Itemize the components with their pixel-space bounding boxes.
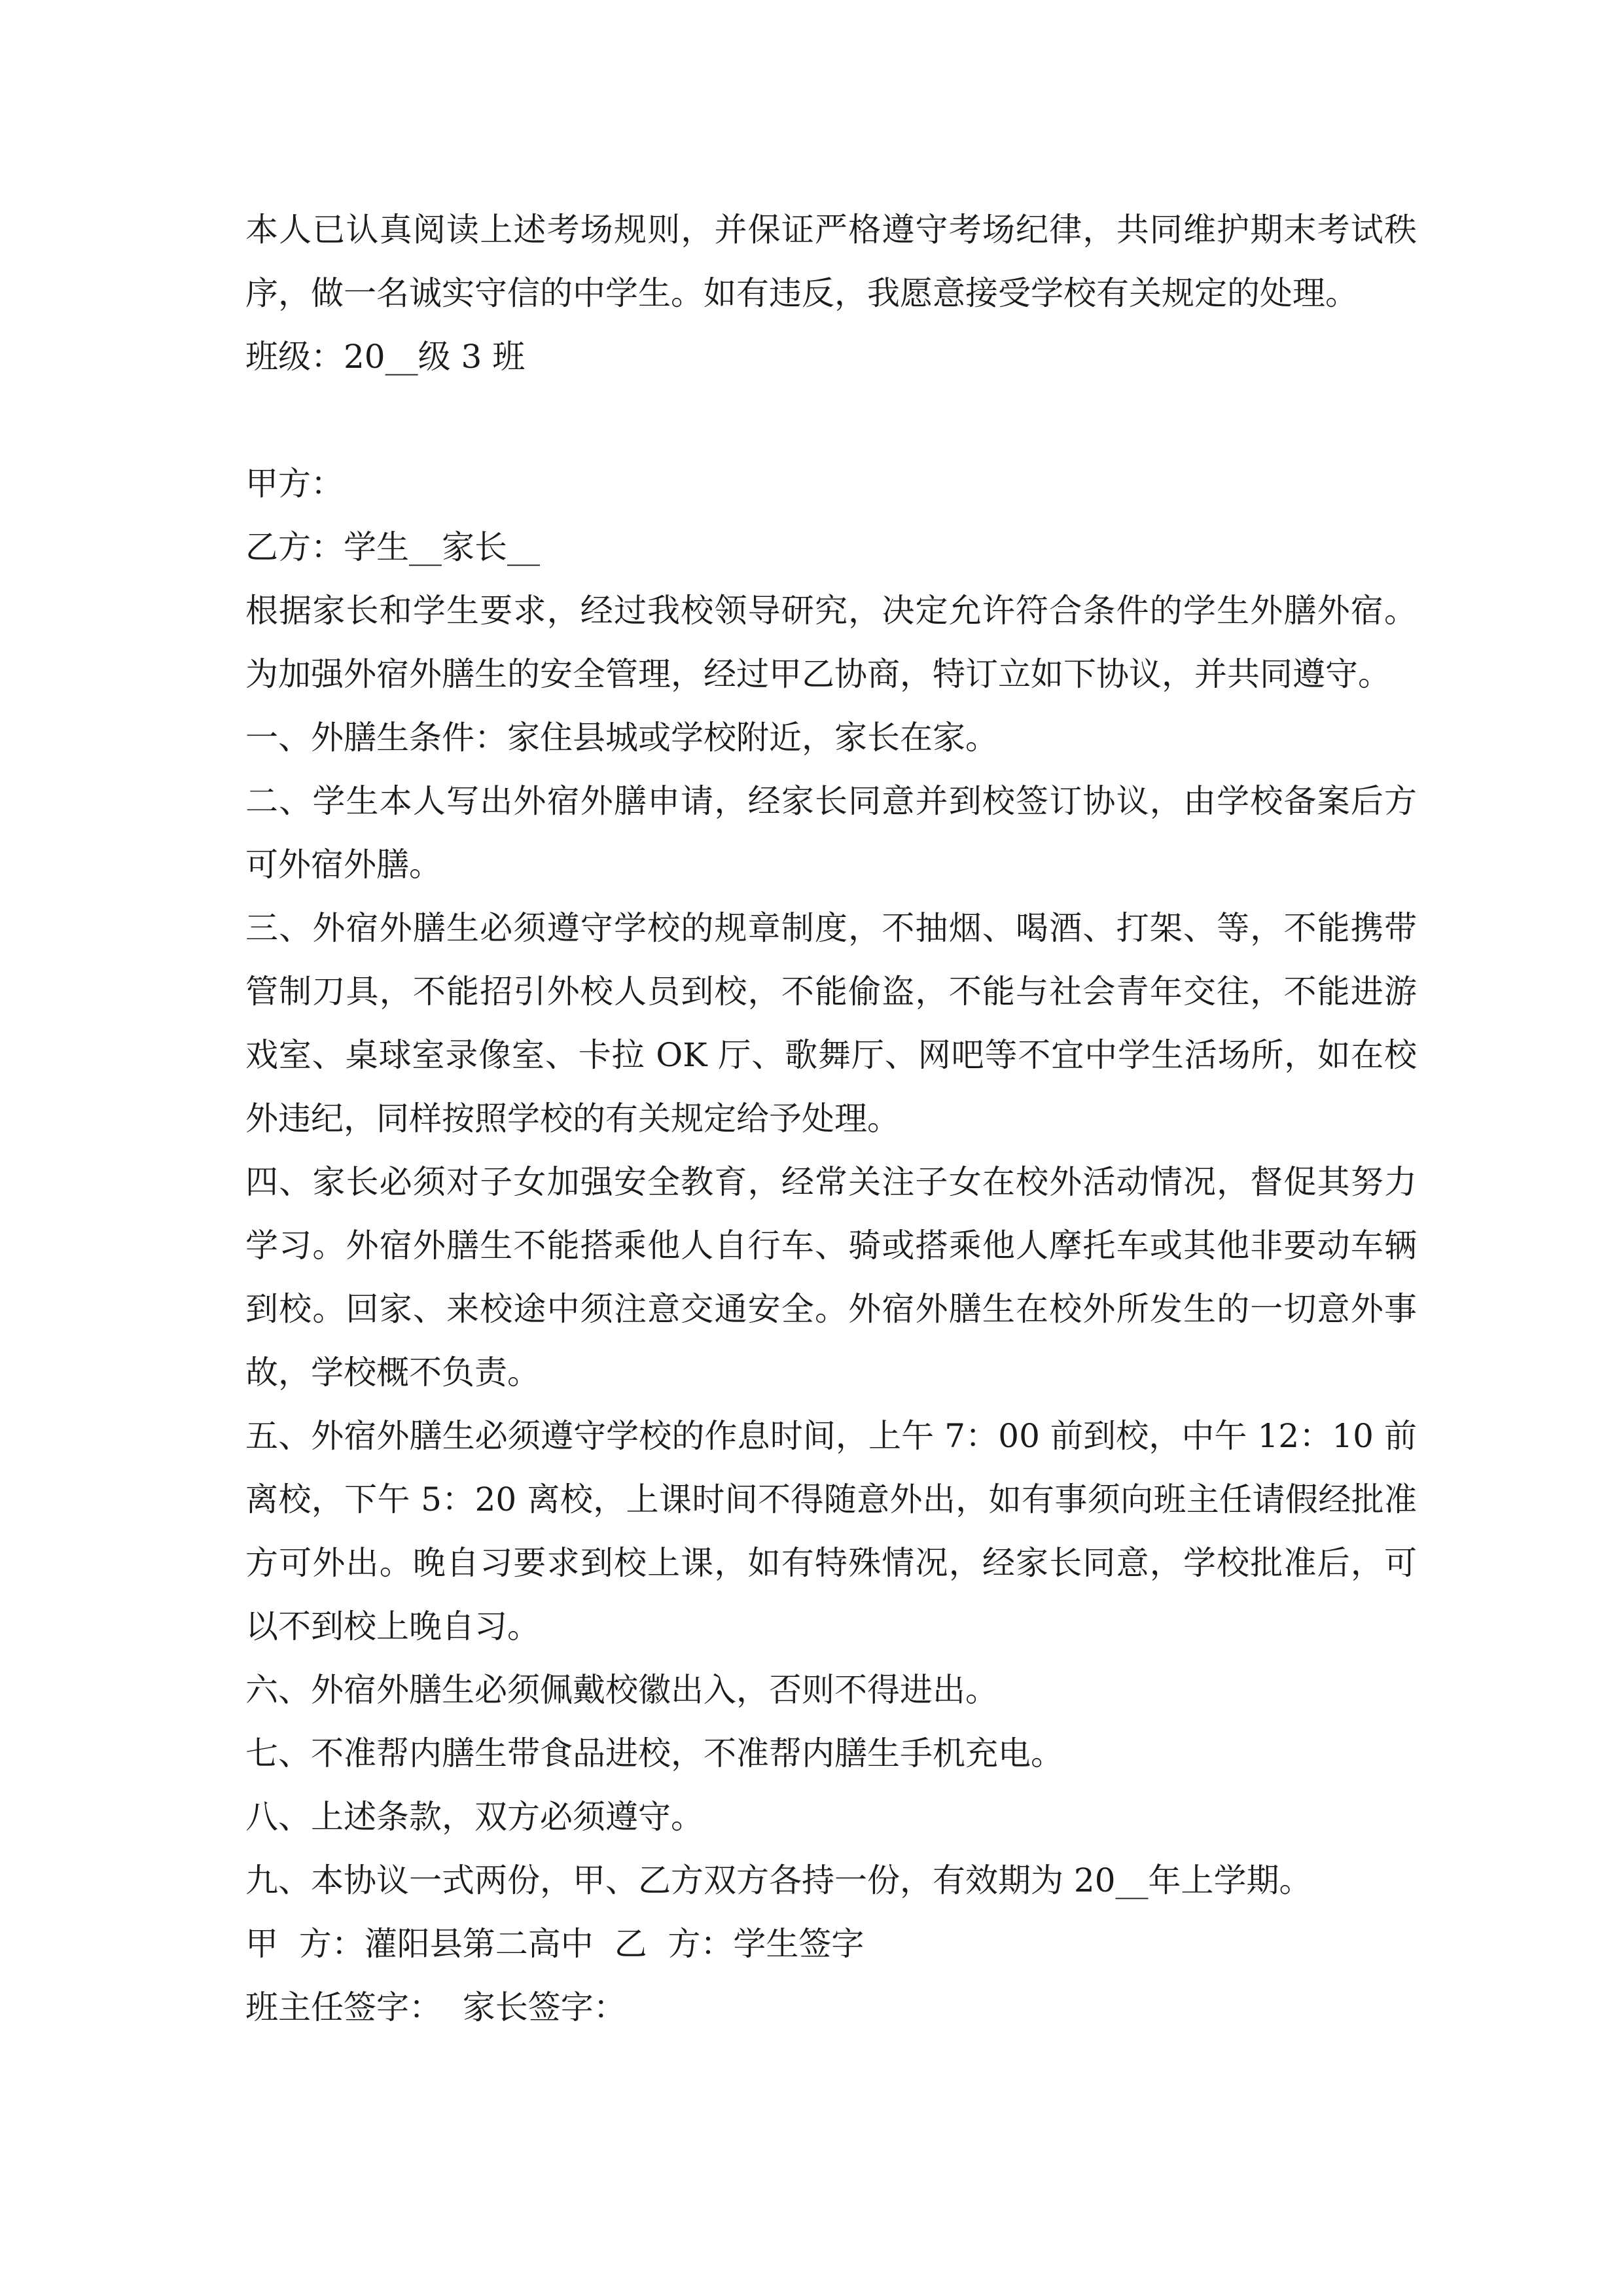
class-line: 班级：20__级 3 班 <box>245 338 526 376</box>
clause-4: 四、家长必须对子女加强安全教育，经常关注子女在校外活动情况，督促其努力学习。外宿外膳生不能搭乘他人自行车、骑或搭乘他人摩托车或其他非要动车辆到校。回家、来校途中须注意交通安全。外宿外膳生在校外所发生的一切意外事故，学校概不负责。 <box>245 1163 1417 1391</box>
clause-7: 七、不准帮内膳生带食品进校，不准帮内膳生手机充电。 <box>245 1734 1063 1772</box>
section-spacer <box>245 389 1417 452</box>
document-body <box>245 198 1417 2039</box>
pledge-paragraph: 本人已认真阅读上述考场规则，并保证严格遵守考场纪律，共同维护期末考试秩序，做一名诚实守信的中学生。如有违反，我愿意接受学校有关规定的处理。 <box>245 211 1417 312</box>
signature-line-parties: 甲 方：灌阳县第二高中 乙 方：学生签字 <box>245 1925 865 1963</box>
agreement-intro: 根据家长和学生要求，经过我校领导研究，决定允许符合条件的学生外膳外宿。为加强外宿外膳生的安全管理，经过甲乙协商，特订立如下协议，并共同遵守。 <box>245 592 1417 693</box>
party-a-label: 甲方： <box>245 465 344 503</box>
clause-3: 三、外宿外膳生必须遵守学校的规章制度，不抽烟、喝酒、打架、等，不能携带管制刀具，不能招引外校人员到校，不能偷盗，不能与社会青年交往，不能进游戏室、桌球室录像室、卡拉 OK 厅、歌舞厅、网吧等不宜中学生活场所，如在校外违纪，同样按照学校的有关规定给予处理。 <box>245 909 1417 1138</box>
clause-8: 八、上述条款，双方必须遵守。 <box>245 1798 704 1836</box>
clause-1: 一、外膳生条件：家住县城或学校附近，家长在家。 <box>245 719 998 757</box>
clause-6: 六、外宿外膳生必须佩戴校徽出入，否则不得进出。 <box>245 1671 998 1709</box>
party-b-label: 乙方：学生__家长__ <box>245 528 540 566</box>
signature-line-signers: 班主任签字： 家长签字： <box>245 1988 626 2026</box>
clause-9: 九、本协议一式两份，甲、乙方双方各持一份，有效期为 20__年上学期。 <box>245 1861 1312 1899</box>
clause-2: 二、学生本人写出外宿外膳申请，经家长同意并到校签订协议，由学校备案后方可外宿外膳。 <box>245 782 1417 884</box>
clause-5: 五、外宿外膳生必须遵守学校的作息时间，上午 7：00 前到校，中午 12：10 前离校，下午 5：20 离校，上课时间不得随意外出，如有事须向班主任请假经批准方可外出。晚自习要求到校上课，如有特殊情况，经家长同意，学校批准后，可以不到校上晚自习。 <box>245 1417 1417 1645</box>
